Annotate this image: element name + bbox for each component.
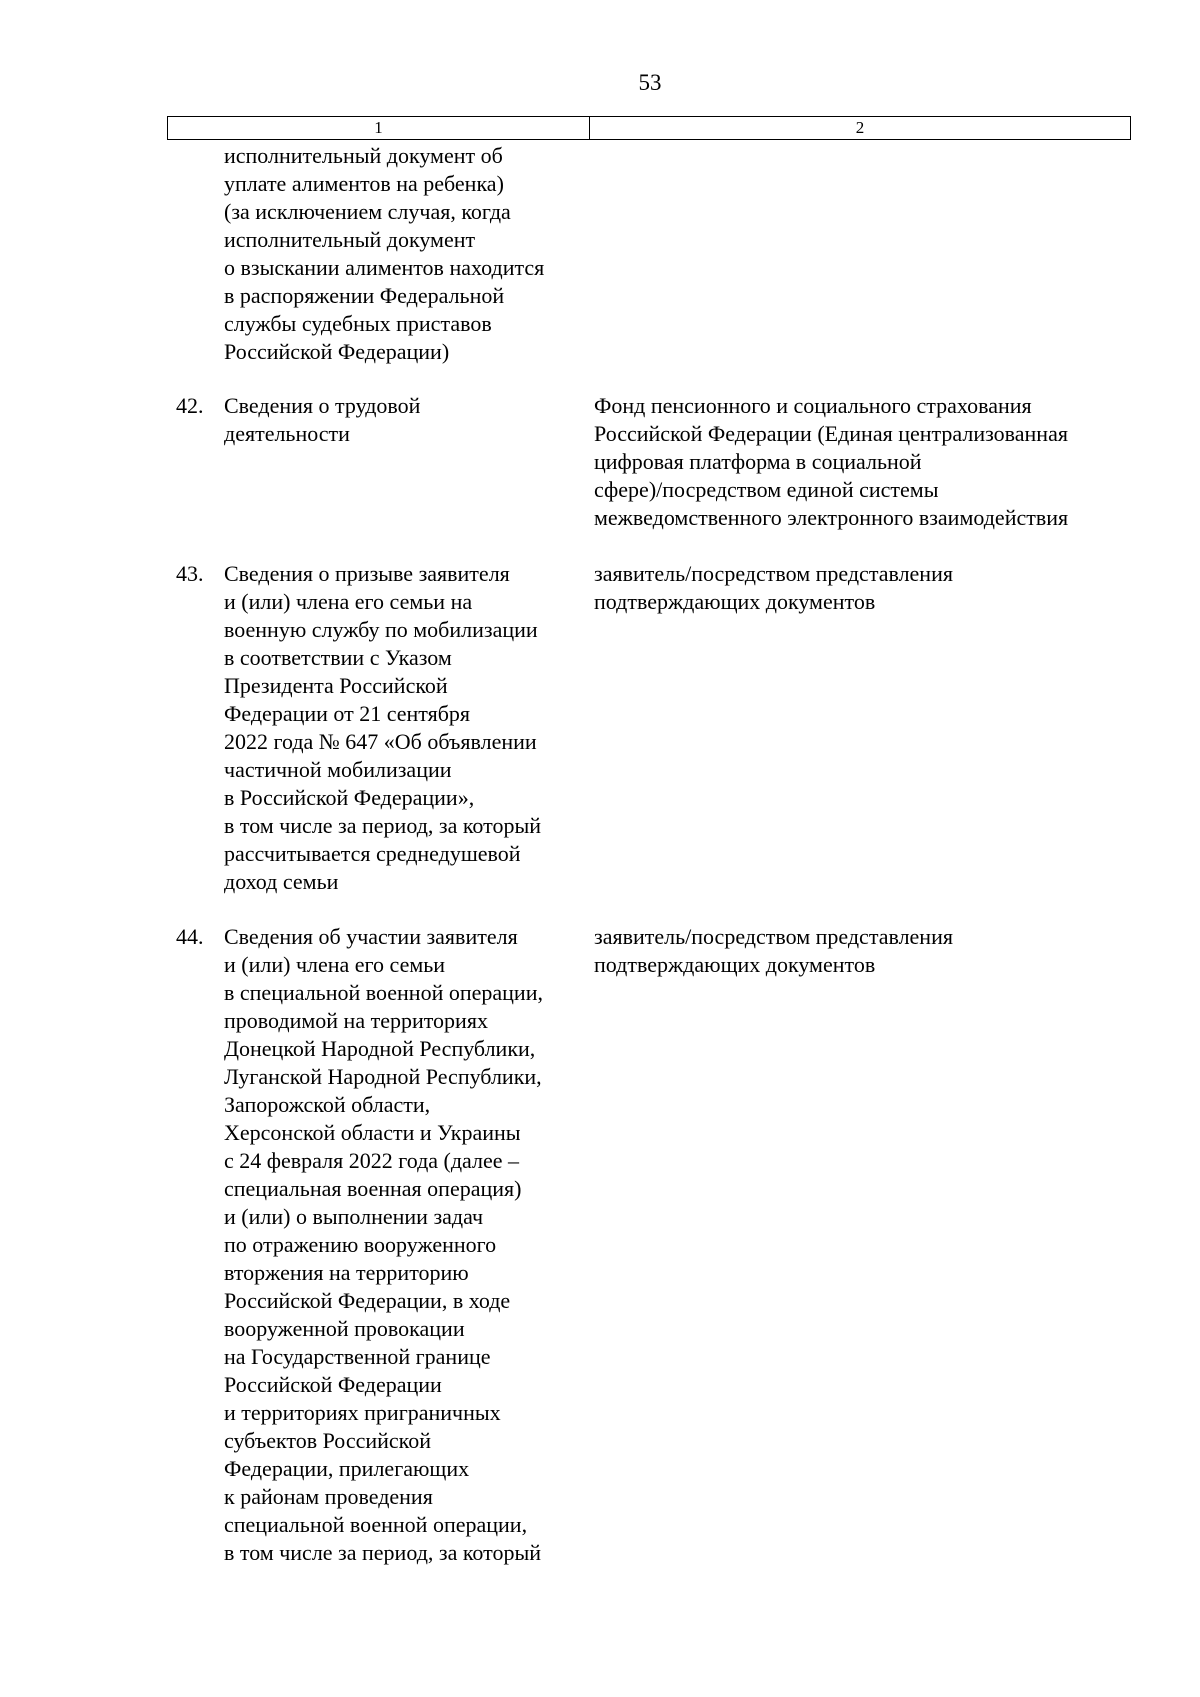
row-number: 42. bbox=[176, 393, 204, 418]
header-col-1: 1 bbox=[168, 117, 590, 139]
row-description: Сведения о призыве заявителя и (или) члена его семьи на военную службу по мобилизации в соответствии с Указом Президента Российской Федерации от 21 сентября 2022 года № 647 «Об объявлении частичной мобилизации в Российской Федерации», в том числе за период, за который рассчитывается среднедушевой доход семьи bbox=[224, 561, 542, 894]
row-source: Фонд пенсионного и социального страхования Российской Федерации (Единая централизованная цифровая платформа в социальной сфере)/посредством единой системы межведомственного электронного взаимодействия bbox=[594, 393, 1069, 530]
row-number: 43. bbox=[176, 561, 204, 586]
table-header bbox=[167, 116, 1131, 140]
row-description: Сведения о трудовой деятельности bbox=[224, 393, 421, 446]
header-col-2: 2 bbox=[855, 118, 865, 137]
row-number: 44. bbox=[176, 924, 204, 949]
page-number: 53 bbox=[638, 70, 662, 95]
continuation-text: исполнительный документ об уплате алиментов на ребенка) (за исключением случая, когда исполнительный документ о взыскании алиментов находится в распоряжении Федеральной службы судебных приставов Российской Федерации) bbox=[224, 143, 545, 364]
row-source: заявитель/посредством представления подтверждающих документов bbox=[594, 561, 953, 614]
row-description: Сведения об участии заявителя и (или) члена его семьи в специальной военной операции, проводимой на территориях Донецкой Народной Республики, Луганской Народной Республики, Запорожской области, Херсонской области и Украины с 24 февраля 2022 года (далее – специальная военная операция) и (или) о выполнении задач по отражению вооруженного вторжения на территорию Российской Федерации, в ходе вооруженной провокации на Государственной границе Российской Федерации и территориях приграничных субъектов Российской Федерации, прилегающих к районам проведения специальной военной операции, в том числе за период, за который bbox=[224, 924, 543, 1565]
row-source: заявитель/посредством представления подтверждающих документов bbox=[594, 924, 953, 977]
